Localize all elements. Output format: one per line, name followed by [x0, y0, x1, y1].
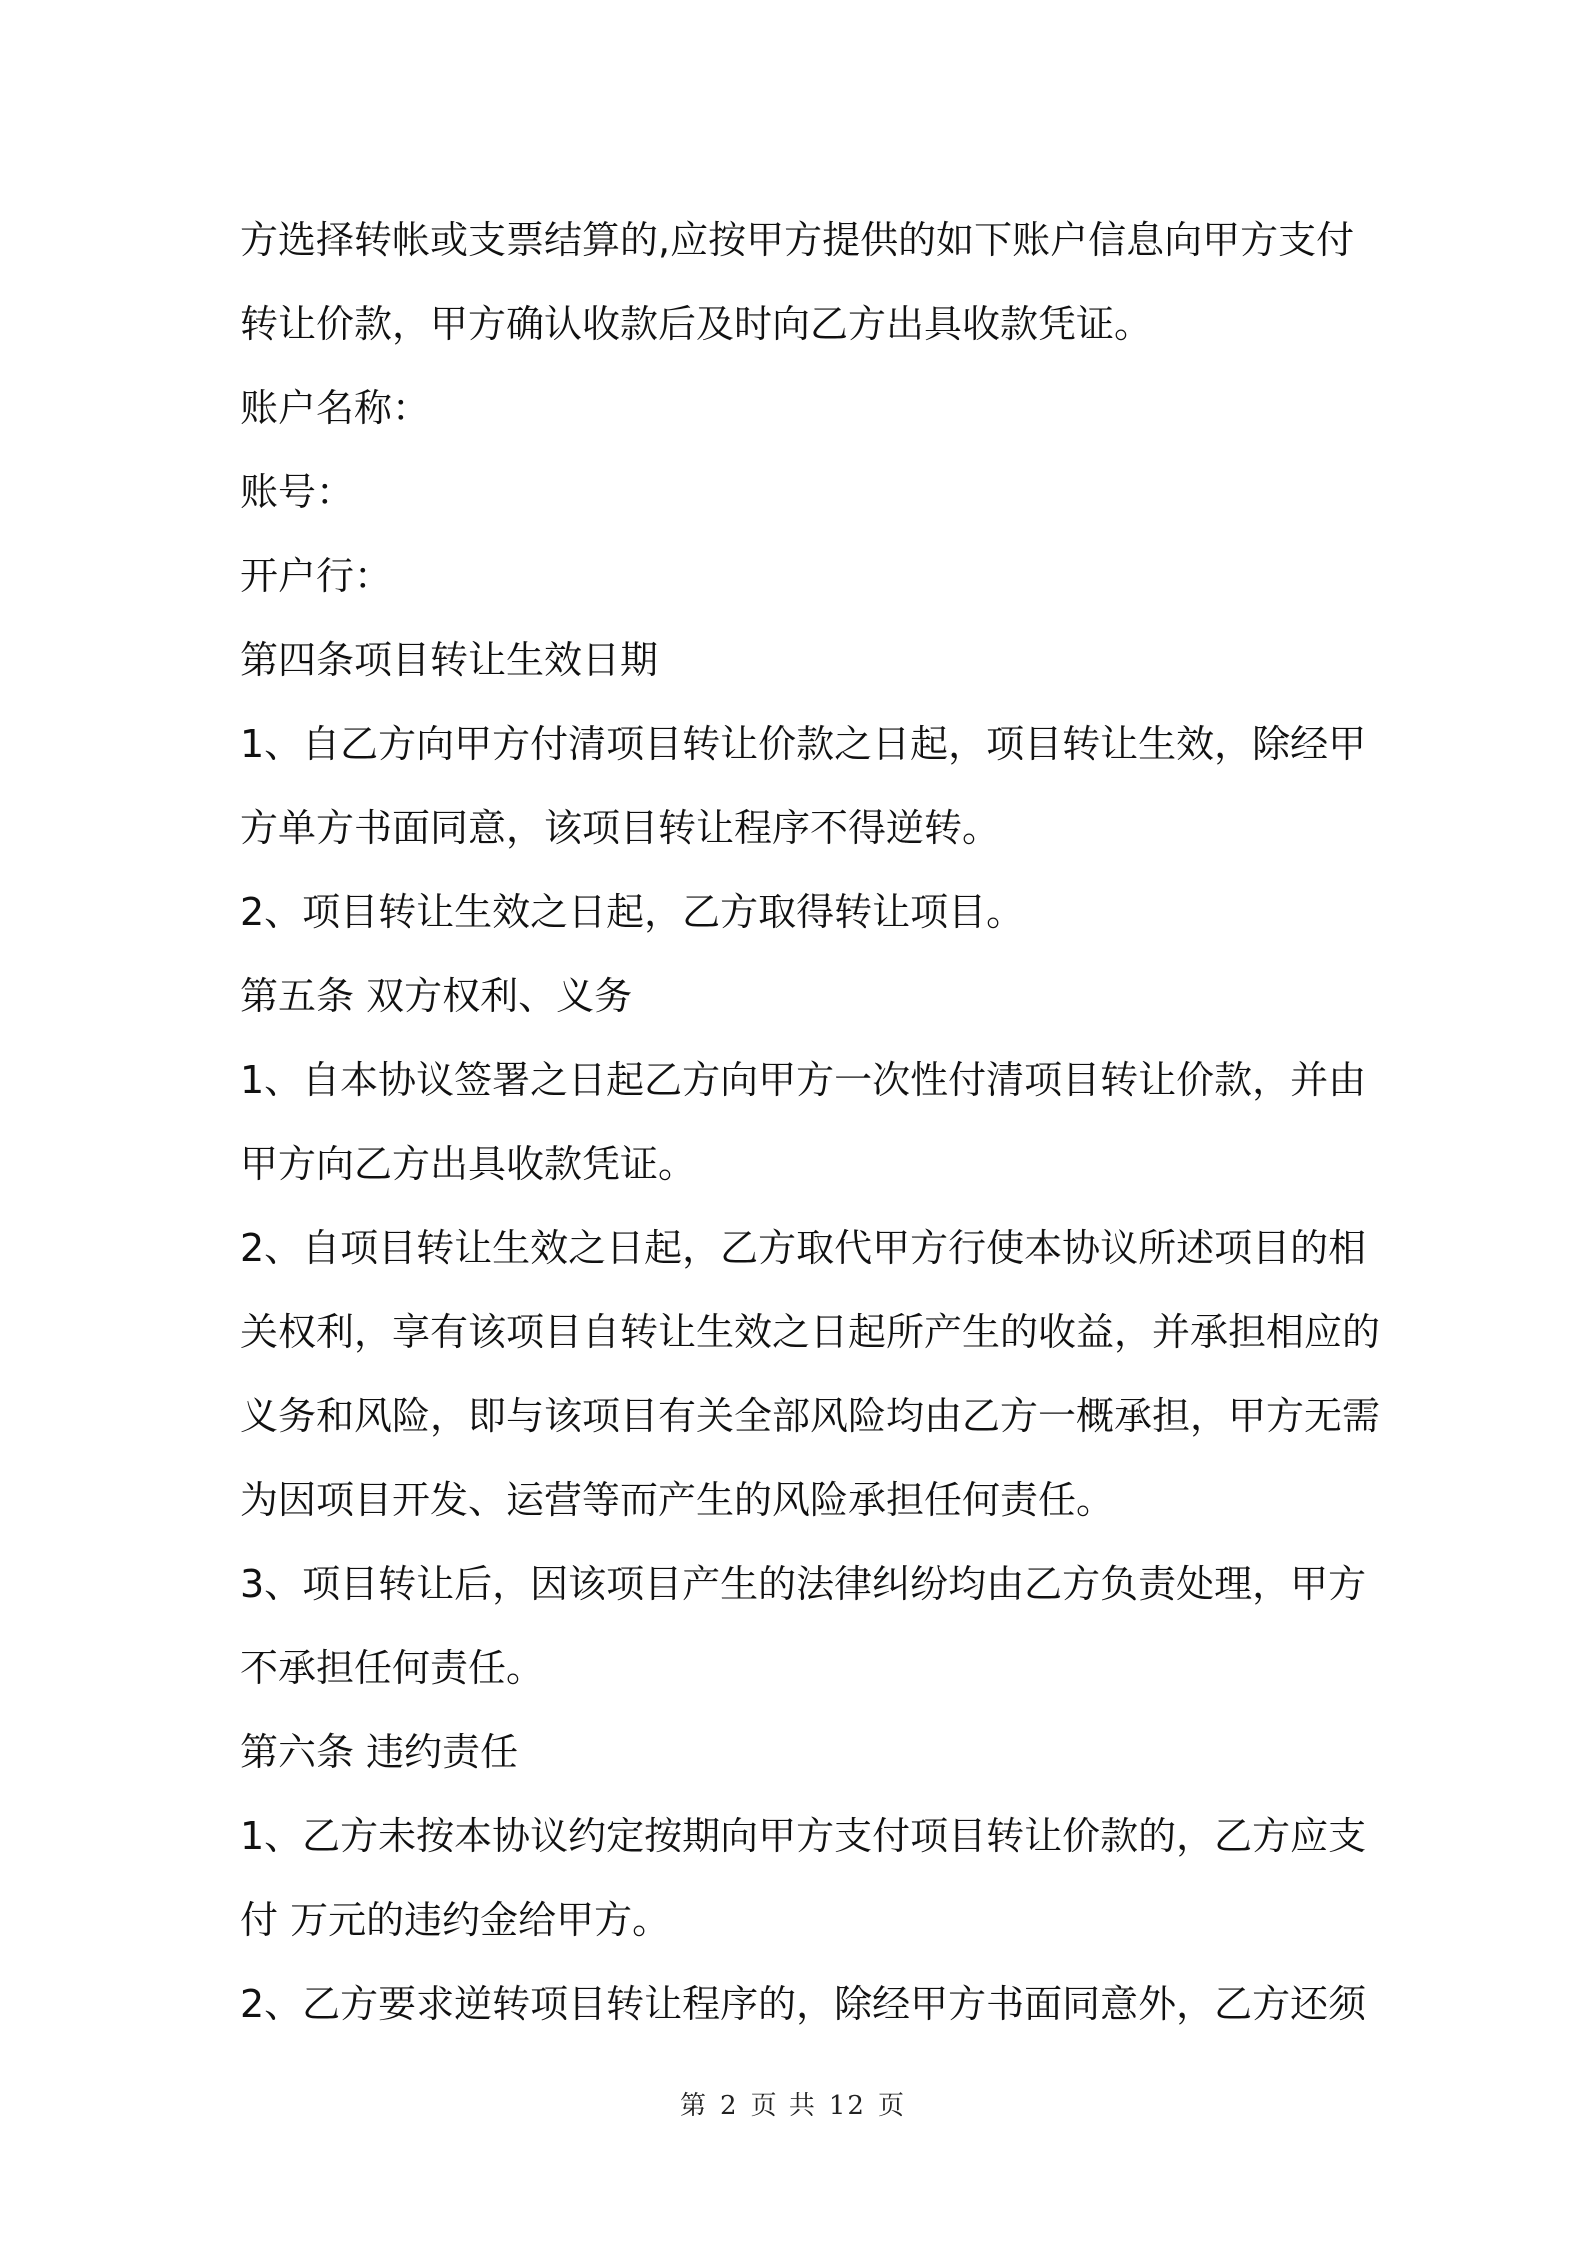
text-line: 关权利，享有该项目自转让生效之日起所产生的收益，并承担相应的: [240, 1310, 1381, 1354]
article-5-heading: 第五条 双方权利、义务: [240, 974, 633, 1018]
text-line: 2、项目转让生效之日起，乙方取得转让项目。: [240, 890, 1025, 934]
footer-middle: 页 共: [750, 2091, 817, 2121]
text-line: 义务和风险，即与该项目有关全部风险均由乙方一概承担，甲方无需: [240, 1394, 1381, 1438]
text-line: 1、自乙方向甲方付清项目转让价款之日起，项目转让生效，除经甲: [240, 722, 1367, 766]
document-body: [240, 198, 1381, 2046]
account-number-label: 账号：: [240, 470, 355, 514]
text-line: 方单方书面同意，该项目转让程序不得逆转。: [240, 806, 1001, 850]
page-number: 2: [720, 2091, 739, 2121]
account-name-label: 账户名称：: [240, 386, 431, 430]
article-6-heading: 第六条 违约责任: [240, 1730, 519, 1774]
footer-prefix: 第: [680, 2091, 709, 2121]
text-line: 3、项目转让后，因该项目产生的法律纠纷均由乙方负责处理，甲方: [240, 1562, 1367, 1606]
text-line: 甲方向乙方出具收款凭证。: [240, 1142, 697, 1186]
text-line: 2、乙方要求逆转项目转让程序的，除经甲方书面同意外，乙方还须: [240, 1982, 1367, 2026]
footer-suffix: 页: [877, 2091, 906, 2121]
article-4-heading: 第四条项目转让生效日期: [240, 638, 659, 682]
text-line: 2、自项目转让生效之日起，乙方取代甲方行使本协议所述项目的相: [240, 1226, 1367, 1270]
text-line: 1、自本协议签署之日起乙方向甲方一次性付清项目转让价款，并由: [240, 1058, 1367, 1102]
text-line: 为因项目开发、运营等而产生的风险承担任何责任。: [240, 1478, 1115, 1522]
text-line: 付 万元的违约金给甲方。: [240, 1898, 671, 1942]
total-pages: 12: [828, 2091, 866, 2121]
text-line: 1、乙方未按本协议约定按期向甲方支付项目转让价款的，乙方应支: [240, 1814, 1367, 1858]
bank-label: 开户行：: [240, 554, 393, 598]
text-line: 转让价款，甲方确认收款后及时向乙方出具收款凭证。: [240, 302, 1153, 346]
page-footer: [0, 2085, 1586, 2122]
text-line: 不承担任何责任。: [240, 1646, 545, 1690]
text-line: 方选择转帐或支票结算的,应按甲方提供的如下账户信息向甲方支付: [240, 218, 1355, 262]
